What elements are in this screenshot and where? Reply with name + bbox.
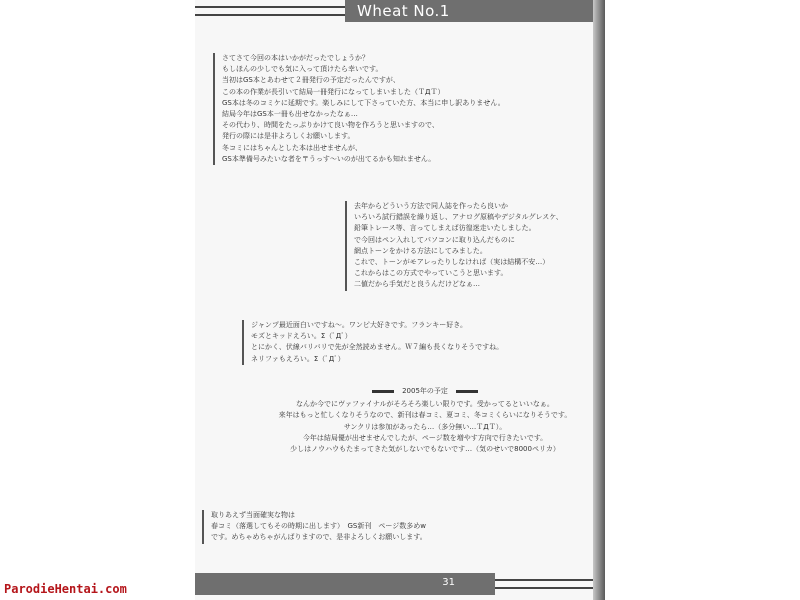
header-rule	[195, 6, 345, 16]
text-line: 今年は結局優が出せませんでしたが、ページ数を増やす方向で行きたいです。	[302, 433, 548, 442]
text-line: なんか今でにヴァファイナルがそろそろ楽しい限りです。受かってるといいなぁ。	[296, 400, 554, 409]
footer-rule	[495, 579, 600, 589]
text-line: 取りあえず当面確実な物は	[211, 511, 295, 519]
text-line: サンクリは参加があったら…（多分無い…ＴДＴ）。	[343, 422, 507, 431]
text-line: これで、トーンがモアレったりしなければ（実は結構不安…）	[354, 258, 550, 267]
text-line: 冬コミにはちゃんとした本は出せませんが、	[222, 143, 362, 152]
text-line: 網点トーンをかける方法にしてみました。	[354, 246, 487, 255]
text-line: この本の作業が長引いて結局一冊発行になってしまいました（ＴДＴ）	[222, 87, 445, 96]
text-line: 発行の際には是非よろしくお願いします。	[222, 132, 355, 141]
watermark: ParodieHentai.com	[4, 582, 127, 596]
jump-block	[242, 320, 503, 365]
schedule-heading: 2005年の予定	[402, 387, 448, 395]
text-line: で今回はペン入れしてパソコンに取り込んだものに	[354, 235, 515, 244]
footer-tab	[195, 573, 495, 595]
text-line: 当初はGS本とあわせて２冊発行の予定だったんですが、	[222, 76, 400, 85]
afterword-block	[213, 53, 505, 165]
text-line: GS本は冬のコミケに延期です。楽しみにして下さっていた方、本当に申し訳ありません。	[222, 98, 505, 107]
page-number: 31	[442, 577, 455, 588]
heading-rule-left	[372, 390, 394, 393]
text-line: さてさて今回の本はいかがだったでしょうか？	[222, 54, 369, 62]
page-spine-shadow	[593, 0, 605, 600]
text-line: とにかく、伏線バリバリで先が全然読めません。Ｗ７編も長くなりそうですね。	[251, 343, 504, 352]
text-line: ジャンプ最近面白いですね〜。ワンピ大好きです。フランキー好き。	[251, 321, 468, 329]
schedule-heading-row	[255, 386, 595, 397]
heading-rule-right	[456, 390, 478, 393]
text-line: 春コミ（落選してもその時期に出します） GS新刊 ページ数多めw	[211, 522, 426, 531]
text-line: モズとキッドえろい。Σ（ﾟДﾟ）	[251, 332, 352, 341]
text-line: もしほんの少しでも気に入って頂けたら幸いです。	[222, 65, 383, 74]
text-line: これからはこの方式でやっていこうと思います。	[354, 269, 508, 278]
text-line: 鉛筆トレース等、言ってしまえば彷徨迷走いたしました。	[354, 224, 536, 233]
method-block	[345, 201, 563, 291]
header-tab	[345, 0, 600, 22]
text-line: 去年からどういう方法で同人誌を作ったら良いか	[354, 202, 508, 210]
manga-page	[195, 0, 605, 600]
page-title: Wheat No.1	[357, 2, 450, 20]
text-line: ネリファもえろい。Σ（ﾟДﾟ）	[251, 354, 345, 363]
text-line: 少しはノウハウもたまってきた気がしないでもないです…（気のせいで8000ペリカ）	[290, 445, 560, 454]
closing-block	[202, 510, 427, 544]
text-line: 来年はもっと忙しくなりそうなので、新刊は春コミ、夏コミ、冬コミくらいになりそうです。	[278, 411, 572, 420]
text-line: いろいろ試行錯誤を繰り返し、アナログ原稿やデジタルグレスケ、	[354, 213, 563, 222]
schedule-block	[255, 386, 595, 455]
text-line: GS本準備号みたいな者を〒うっす〜いのが出てるかも知れません。	[222, 154, 436, 163]
text-line: 結局今年はGS本一冊も出せなかったなぁ…	[222, 110, 358, 119]
text-line: です。めちゃめちゃがんばりますので、是非よろしくお願いします。	[211, 533, 427, 542]
text-line: その代わり、時間をたっぷりかけて良い物を作ろうと思いますので、	[222, 121, 439, 130]
text-line: 二値だから手気だと良うんだけどなぁ…	[354, 280, 480, 289]
